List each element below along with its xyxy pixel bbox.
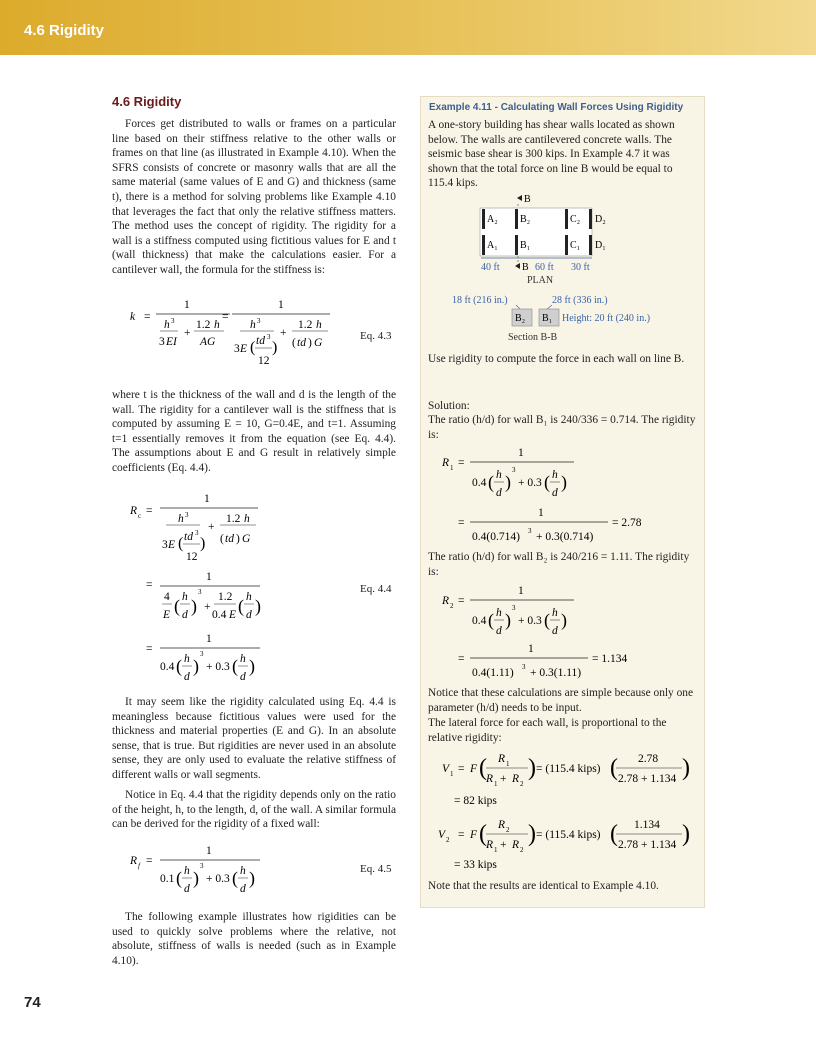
svg-text:+: + — [280, 327, 287, 339]
page-number: 74 — [24, 994, 41, 1011]
section-b1-label: B₁ — [542, 313, 553, 324]
svg-text:h: h — [496, 607, 502, 619]
svg-text:1: 1 — [506, 760, 510, 768]
svg-text:R: R — [486, 773, 494, 785]
svg-text:3: 3 — [171, 317, 175, 325]
svg-text:): ) — [682, 821, 690, 847]
svg-text:E: E — [240, 343, 248, 355]
svg-text:(: ( — [479, 755, 487, 781]
paragraph-intro: Forces get distributed to walls or frames on a particular line based on their stiffness relative to the other walls or frames on that line (as illustrated in Example 4.10). When the SFRS consists of concrete or masonry walls that are all the same material (same values of E and G) and thickness (same t), there is a method for solving problems like Example 4.10 that leverages the fact that only the relative stiffness matters. The method uses the concept of rigidity. The rigidity for a wall is a stiffness computed using fictitious values for E and t (wall thickness) that make the calculations easier. For a cantilever wall, the formula for the stiffness is: — [112, 118, 396, 276]
svg-text:3: 3 — [528, 527, 532, 535]
wall-c1-label: C₁ — [570, 240, 581, 251]
svg-text:d: d — [240, 883, 246, 895]
svg-text:(: ( — [178, 535, 184, 552]
svg-text:+ 0.3: + 0.3 — [206, 873, 230, 885]
svg-text:(: ( — [544, 610, 550, 630]
conclusion-text: Note that the results are identical to Example 4.10. — [428, 880, 659, 892]
wall-d2-label: D₂ — [595, 214, 606, 225]
paragraph-fixed-wall: Notice in Eq. 4.4 that the rigidity depends only on the ratio of the height, h, to the length, d, of the wall. A similar formula can be derived for the rigidity of a fixed wall: — [112, 789, 396, 831]
svg-text:(: ( — [292, 337, 296, 349]
svg-text:1: 1 — [518, 447, 524, 459]
svg-text:d: d — [552, 625, 558, 637]
svg-text:): ) — [561, 610, 567, 630]
svg-text:R: R — [512, 839, 520, 851]
svg-text:12: 12 — [258, 355, 270, 367]
svg-text:R: R — [498, 753, 506, 765]
svg-text:3: 3 — [267, 333, 271, 341]
svg-text:d: d — [246, 609, 252, 621]
svg-text:1: 1 — [184, 299, 190, 311]
svg-text:(: ( — [220, 533, 224, 545]
plan-cut-label-bottom: B — [522, 262, 529, 273]
svg-text:2: 2 — [506, 826, 510, 834]
svg-text:h: h — [552, 607, 558, 619]
section-left-dim: 18 ft (216 in.) — [452, 295, 508, 306]
svg-text:h: h — [214, 319, 220, 331]
svg-text:h: h — [316, 319, 322, 331]
svg-text:=: = — [458, 595, 465, 607]
svg-text:h: h — [182, 591, 188, 603]
dim-30ft: 30 ft — [571, 262, 590, 273]
svg-text:=: = — [144, 311, 151, 323]
svg-text:V: V — [442, 763, 450, 775]
svg-text:): ) — [249, 656, 255, 676]
svg-text:3: 3 — [162, 539, 168, 551]
svg-text:3: 3 — [512, 604, 516, 612]
svg-text:0.4: 0.4 — [472, 477, 487, 489]
svg-text:1.2: 1.2 — [196, 319, 211, 331]
svg-text:+: + — [204, 601, 211, 613]
svg-text:td: td — [256, 335, 265, 347]
r1-result: = 2.78 — [612, 517, 642, 529]
svg-text:0.4: 0.4 — [472, 615, 487, 627]
svg-text:=: = — [146, 855, 153, 867]
svg-text:k: k — [130, 311, 136, 323]
svg-text:): ) — [255, 596, 261, 616]
svg-text:+: + — [500, 773, 507, 785]
header-band — [0, 0, 816, 55]
svg-text:2: 2 — [520, 780, 524, 788]
svg-text:h: h — [240, 653, 246, 665]
svg-text:= (115.4 kips): = (115.4 kips) — [536, 763, 601, 775]
svg-text:): ) — [193, 656, 199, 676]
svg-text:): ) — [308, 337, 312, 349]
svg-text:1: 1 — [538, 507, 544, 519]
svg-text:): ) — [200, 535, 206, 552]
svg-text:=: = — [458, 829, 465, 841]
svg-text:td: td — [184, 531, 193, 543]
paragraph-example-intro: The following example illustrates how rigidities can be used to quickly solve problems where the relative, not absolute, stiffness of walls is needed (such as in Example 4.10). — [112, 911, 396, 967]
svg-text:+ 0.3(1.11): + 0.3(1.11) — [530, 667, 582, 679]
svg-text:1: 1 — [206, 845, 212, 857]
svg-text:(: ( — [479, 821, 487, 847]
ratio-b1-text: The ratio (h/d) for wall B₁ is 240/336 = 0.714. The rigidity is: — [428, 414, 696, 441]
svg-text:+ 0.3: + 0.3 — [206, 661, 230, 673]
wall-b2-label: B₂ — [520, 214, 531, 225]
svg-text:R: R — [130, 855, 138, 867]
svg-text:1: 1 — [494, 846, 498, 854]
svg-text:): ) — [191, 596, 197, 616]
svg-text:): ) — [272, 339, 278, 356]
eq-4-4-label: Eq. 4.4 — [360, 583, 392, 595]
svg-text:V: V — [438, 829, 446, 841]
example-task: Use rigidity to compute the force in each wall on line B. — [428, 353, 685, 365]
svg-text:1: 1 — [206, 633, 212, 645]
svg-text:3: 3 — [200, 862, 204, 870]
svg-text:(: ( — [488, 610, 494, 630]
svg-text:+: + — [184, 327, 191, 339]
svg-text:(: ( — [176, 656, 182, 676]
svg-text:0.4: 0.4 — [212, 609, 227, 621]
svg-text:h: h — [250, 319, 256, 331]
svg-text:1: 1 — [528, 643, 534, 655]
svg-text:1: 1 — [518, 585, 524, 597]
svg-text:1: 1 — [450, 464, 454, 472]
svg-text:(: ( — [238, 596, 244, 616]
svg-text:(: ( — [174, 596, 180, 616]
svg-text:=: = — [458, 763, 465, 775]
svg-text:td: td — [225, 533, 234, 545]
plan-diagram — [475, 192, 625, 288]
header-title: 4.6 Rigidity — [24, 22, 105, 39]
svg-text:1: 1 — [204, 493, 210, 505]
svg-text:E: E — [163, 609, 171, 621]
v2-result: = 33 kips — [454, 859, 497, 871]
svg-text:E: E — [168, 539, 176, 551]
svg-text:= (115.4 kips): = (115.4 kips) — [536, 829, 601, 841]
paragraph-meaning: It may seem like the rigidity calculated using Eq. 4.4 is meaningless because fictitious values were used for the thickness and material properties (E and G). In an absolute sense, that is true. But rigidities are never used in an absolute sense, they are only used to evaluate the relative stiffness of different walls or wall segments. — [112, 696, 396, 781]
svg-text:4: 4 — [164, 591, 170, 603]
dim-60ft: 60 ft — [535, 262, 554, 273]
svg-text:h: h — [246, 591, 252, 603]
svg-text:d: d — [240, 671, 246, 683]
svg-text:): ) — [505, 610, 511, 630]
svg-text:0.4: 0.4 — [160, 661, 175, 673]
notice-text: Notice that these calculations are simple because only one parameter (h/d) needs to be input. — [428, 687, 694, 714]
svg-text:G: G — [314, 337, 323, 349]
svg-text:h: h — [240, 865, 246, 877]
section-b2-label: B₂ — [515, 313, 526, 324]
svg-text:0.4(1.11): 0.4(1.11) — [472, 667, 514, 679]
svg-text:3: 3 — [159, 336, 165, 348]
svg-text:AG: AG — [200, 336, 216, 348]
svg-text:(: ( — [610, 821, 618, 847]
svg-text:): ) — [236, 533, 240, 545]
section-height: Height: 20 ft (240 in.) — [562, 313, 651, 324]
svg-text:(: ( — [488, 472, 494, 492]
svg-text:G: G — [242, 533, 251, 545]
svg-text:c: c — [138, 512, 142, 520]
svg-text:=: = — [458, 457, 465, 469]
svg-text:h: h — [184, 653, 190, 665]
svg-text:=: = — [146, 505, 153, 517]
equation-4-3 — [112, 296, 352, 374]
eq-4-3-label: Eq. 4.3 — [360, 330, 392, 342]
v1-result: = 82 kips — [454, 795, 497, 807]
lateral-text: The lateral force for each wall, is proportional to the relative rigidity: — [428, 717, 667, 744]
svg-text:F: F — [470, 763, 478, 775]
svg-text:d: d — [552, 487, 558, 499]
svg-text:f: f — [138, 862, 140, 870]
r2-result: = 1.134 — [592, 653, 628, 665]
section-diagram — [448, 292, 688, 344]
svg-text:3: 3 — [234, 343, 240, 355]
svg-text:): ) — [505, 472, 511, 492]
svg-text:(: ( — [250, 339, 256, 356]
svg-text:2.78 + 1.134: 2.78 + 1.134 — [618, 773, 677, 785]
section-title: 4.6 Rigidity — [112, 94, 182, 109]
wall-d1-label: D₁ — [595, 240, 606, 251]
svg-text:): ) — [528, 755, 536, 781]
svg-text:+ 0.3(0.714): + 0.3(0.714) — [536, 531, 594, 543]
svg-text:3: 3 — [522, 663, 526, 671]
svg-text:1.2: 1.2 — [226, 513, 241, 525]
wall-a1-label: A₁ — [487, 240, 498, 251]
svg-text:1: 1 — [494, 780, 498, 788]
svg-text:(: ( — [544, 472, 550, 492]
svg-text:1: 1 — [206, 571, 212, 583]
svg-text:2: 2 — [446, 836, 450, 844]
svg-text:): ) — [193, 868, 199, 888]
svg-text:d: d — [182, 609, 188, 621]
svg-text:=: = — [458, 653, 465, 665]
svg-text:td: td — [297, 337, 306, 349]
svg-text:R: R — [498, 819, 506, 831]
svg-text:1: 1 — [278, 299, 284, 311]
svg-text:h: h — [496, 469, 502, 481]
svg-text:F: F — [470, 829, 478, 841]
rigidity-r2-equation — [428, 578, 692, 684]
svg-text:R: R — [486, 839, 494, 851]
svg-text:): ) — [249, 868, 255, 888]
svg-text:3: 3 — [198, 588, 202, 596]
svg-text:h: h — [552, 469, 558, 481]
svg-text:h: h — [184, 865, 190, 877]
ratio-b2-text: The ratio (h/d) for wall B₂ is 240/216 = 1.11. The rigidity is: — [428, 551, 690, 578]
svg-text:2: 2 — [450, 602, 454, 610]
svg-text:=: = — [222, 311, 229, 323]
svg-text:R: R — [130, 505, 138, 517]
svg-text:(: ( — [176, 868, 182, 888]
svg-text:1.134: 1.134 — [634, 819, 660, 831]
svg-text:d: d — [496, 625, 502, 637]
svg-text:3: 3 — [185, 511, 189, 519]
svg-text:h: h — [244, 513, 250, 525]
wall-c2-label: C₂ — [570, 214, 581, 225]
svg-text:12: 12 — [186, 551, 198, 563]
svg-text:R: R — [512, 773, 520, 785]
rigidity-r1-equation — [428, 440, 692, 546]
section-caption: Section B-B — [508, 332, 558, 343]
svg-text:E: E — [229, 609, 237, 621]
svg-text:0.4(0.714): 0.4(0.714) — [472, 531, 520, 543]
svg-text:+: + — [500, 839, 507, 851]
eq-4-5-label: Eq. 4.5 — [360, 863, 392, 875]
svg-text:R: R — [442, 595, 450, 607]
svg-text:): ) — [528, 821, 536, 847]
svg-text:(: ( — [232, 656, 238, 676]
example-title: Example 4.11 - Calculating Wall Forces Using Rigidity — [429, 102, 684, 113]
plan-caption: PLAN — [527, 275, 554, 286]
wall-b1-label: B₁ — [520, 240, 531, 251]
wall-a2-label: A₂ — [487, 214, 498, 225]
svg-text:+ 0.3: + 0.3 — [518, 615, 542, 627]
svg-text:=: = — [146, 643, 153, 655]
svg-text:3: 3 — [195, 529, 199, 537]
section-right-dim: 28 ft (336 in.) — [552, 295, 608, 306]
svg-text:2: 2 — [520, 846, 524, 854]
paragraph-rigidity-definition: where t is the thickness of the wall and d is the length of the wall. The rigidity for a cantilever wall is the stiffness that is computed by assuming E = 10, G=0.4E, and t=1. Assuming t=1 essentially removes it from the equation (see Eq. 4.4). The assumptions about E and G result in relatively simple coefficients (Eq. 4.4). — [112, 389, 396, 474]
svg-text:0.1: 0.1 — [160, 873, 175, 885]
svg-text:=: = — [458, 517, 465, 529]
svg-text:=: = — [146, 579, 153, 591]
svg-text:h: h — [178, 513, 184, 525]
dim-40ft: 40 ft — [481, 262, 500, 273]
svg-text:2.78: 2.78 — [638, 753, 659, 765]
svg-text:+ 0.3: + 0.3 — [518, 477, 542, 489]
svg-text:d: d — [496, 487, 502, 499]
svg-text:1.2: 1.2 — [298, 319, 313, 331]
svg-text:d: d — [184, 883, 190, 895]
svg-text:3: 3 — [257, 317, 261, 325]
equation-4-5 — [112, 840, 332, 896]
example-intro: A one-story building has shear walls located as shown below. The walls are cantilevered concrete walls. The seismic base shear is 300 kips. In Example 4.7 it was shown that the total force on line B would be equal to 115.4 kips. — [428, 119, 675, 190]
equation-4-4 — [112, 490, 352, 686]
force-equations — [428, 748, 698, 876]
svg-text:3: 3 — [512, 466, 516, 474]
svg-text:1.2: 1.2 — [218, 591, 233, 603]
svg-text:h: h — [164, 319, 170, 331]
svg-text:(: ( — [610, 755, 618, 781]
solution-label: Solution: — [428, 400, 470, 412]
svg-text:): ) — [682, 755, 690, 781]
svg-text:2.78 + 1.134: 2.78 + 1.134 — [618, 839, 677, 851]
plan-cut-label: B — [524, 194, 531, 205]
svg-text:d: d — [184, 671, 190, 683]
svg-text:R: R — [442, 457, 450, 469]
svg-text:(: ( — [232, 868, 238, 888]
svg-text:+: + — [208, 521, 215, 533]
svg-text:): ) — [561, 472, 567, 492]
svg-text:1: 1 — [450, 770, 454, 778]
svg-text:EI: EI — [166, 336, 177, 348]
svg-text:3: 3 — [200, 650, 204, 658]
